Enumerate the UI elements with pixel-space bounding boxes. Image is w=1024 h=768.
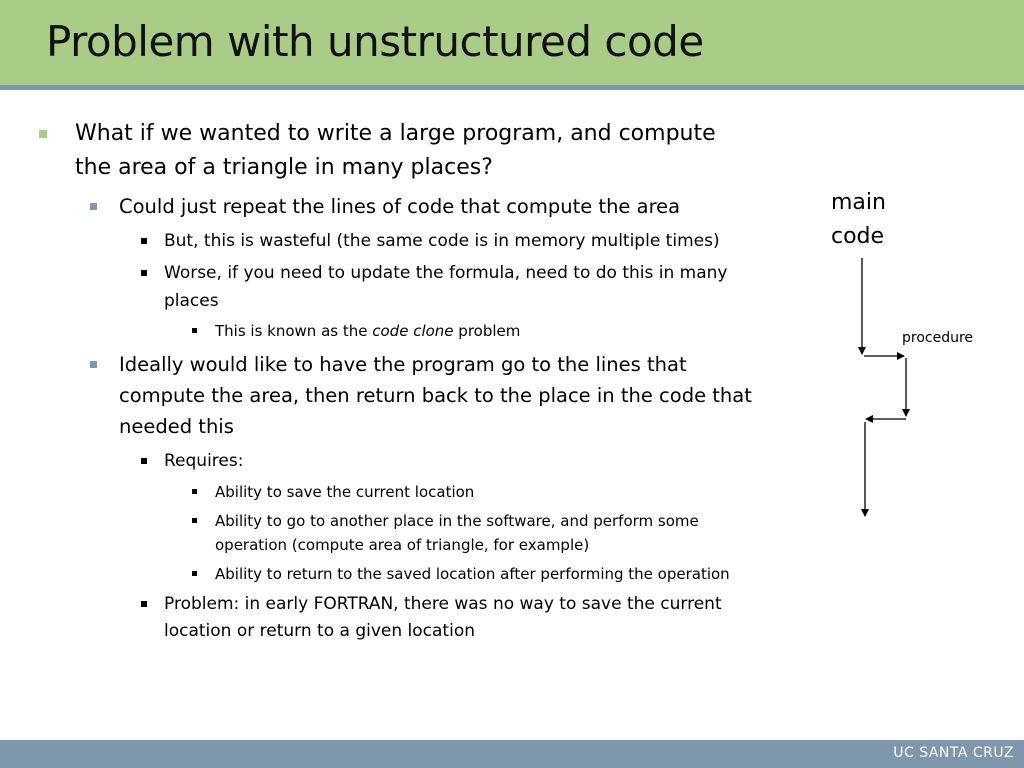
bullet-text: Requires: (164, 451, 244, 471)
bullet-text-part: This is known as the (215, 322, 373, 340)
bullet-text-part: problem (453, 322, 521, 340)
bullet-text: places (164, 291, 219, 311)
bullet-text: Ideally would like to have the program go to the lines that (119, 353, 687, 376)
bullet-text: Worse, if you need to update the formula, need to do this in many (164, 263, 728, 283)
bullet-marker-level3 (141, 270, 147, 276)
bullet-text: the area of a triangle in many places? (75, 155, 493, 180)
bullet-marker-level2 (90, 361, 97, 368)
bullet-text: Problem: in early FORTRAN, there was no way to save the current (164, 594, 722, 614)
bullet-text: location or return to a given location (164, 621, 475, 641)
flow-arrows (820, 180, 1020, 540)
bullet-marker-level2 (90, 203, 97, 210)
bullet-marker-level3 (141, 238, 147, 244)
bullet-marker-level4 (192, 571, 197, 576)
bullet-marker-level4 (192, 328, 197, 333)
bullet-text-emphasis: code clone (372, 322, 454, 340)
bullet-text: compute the area, then return back to the place in the code that (119, 384, 752, 407)
footer-bar (0, 740, 1024, 768)
main-code-label-line2: code (831, 224, 885, 249)
bullet-text: Ability to go to another place in the software, and perform some (215, 512, 699, 530)
slide-title: Problem with unstructured code (46, 17, 704, 66)
bullet-text: What if we wanted to write a large program, and compute (75, 121, 716, 146)
bullet-marker-level1 (39, 130, 47, 138)
bullet-text: operation (compute area of triangle, for example) (215, 536, 590, 554)
bullet-marker-level3 (141, 458, 147, 464)
bullet-text: needed this (119, 415, 234, 438)
bullet-text: Ability to save the current location (215, 483, 475, 501)
bullet-text: But, this is wasteful (the same code is in memory multiple times) (164, 231, 720, 251)
bullet-marker-level4 (192, 489, 197, 494)
bullet-marker-level4 (192, 518, 197, 523)
bullet-text: Ability to return to the saved location after performing the operation (215, 565, 730, 583)
procedure-label: procedure (902, 330, 974, 346)
control-flow-diagram (820, 180, 1020, 540)
main-code-label-line1: main (831, 190, 886, 215)
bullet-text (215, 319, 520, 343)
bullet-marker-level3 (141, 601, 147, 607)
bullet-text: Could just repeat the lines of code that compute the area (119, 195, 681, 218)
footer-label: UC SANTA CRUZ (893, 745, 1014, 761)
